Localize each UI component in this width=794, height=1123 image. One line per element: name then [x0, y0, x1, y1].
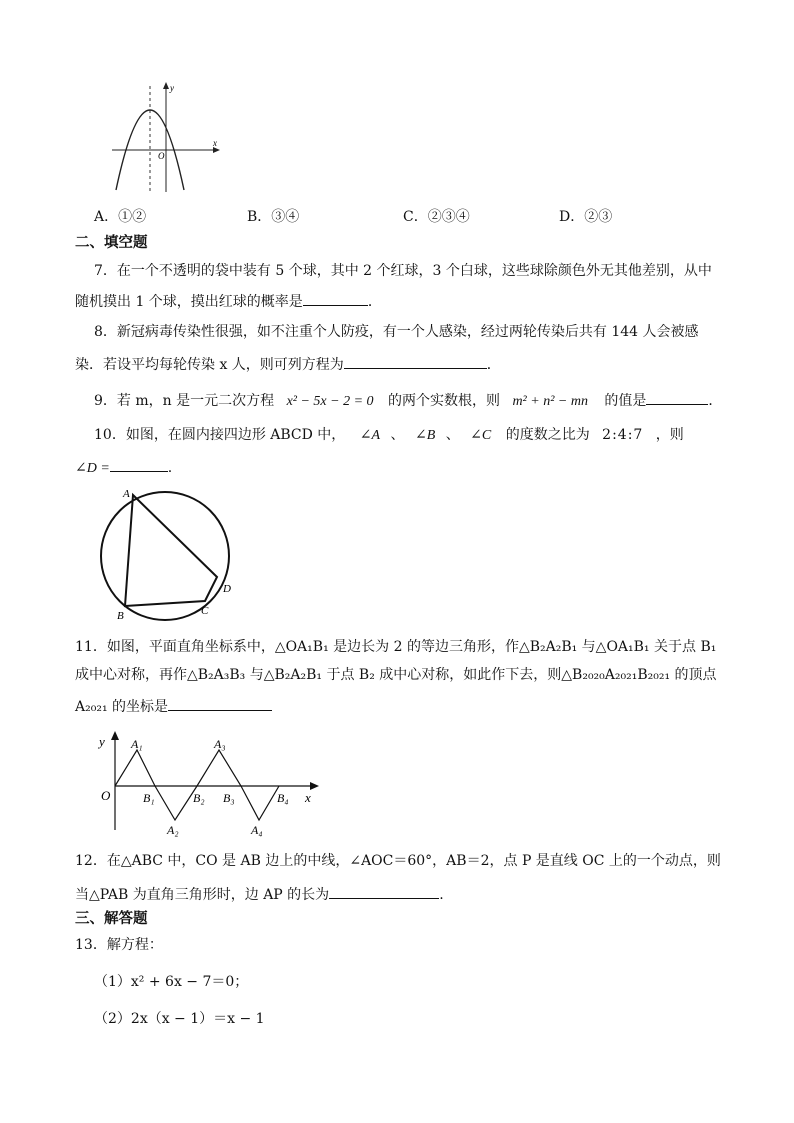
- q7-answer-blank[interactable]: [303, 291, 368, 306]
- q7-line2-text: 随机摸出 1 个球，摸出红球的概率是: [75, 294, 303, 310]
- q10-middle: 的度数之比为: [505, 427, 590, 443]
- option-c[interactable]: [403, 206, 470, 226]
- q10-answer-blank[interactable]: [110, 457, 168, 472]
- zigzag-a3-label: A₃: [214, 737, 226, 751]
- option-a[interactable]: [94, 206, 146, 226]
- zigzag-x-arrow: [310, 782, 319, 790]
- circle-label-a: A: [123, 488, 130, 500]
- q12-line2-text: 当△PAB 为直角三角形时，边 AP 的长为: [75, 887, 330, 903]
- q9-line: [94, 390, 722, 411]
- parabola-y-arrow: [163, 82, 169, 89]
- zigzag-a1-label: A₁: [131, 737, 143, 751]
- zigzag-a2-label: A₂: [167, 823, 179, 837]
- zigzag-a4-label: A₄: [251, 823, 263, 837]
- zigzag-b3-label: B₃: [223, 791, 235, 805]
- zigzag-y-label: y: [99, 734, 105, 749]
- option-d-text: ②③: [584, 209, 613, 225]
- q8-line2-text: 染．若设平均每轮传染 x 人，则可列方程为: [75, 357, 344, 373]
- q13-part2: （2）2x（x − 1）＝x − 1: [94, 1011, 265, 1027]
- q11-line1: 11．如图，平面直角坐标系中，△OA₁B₁ 是边长为 2 的等边三角形，作△B₂A₂B₁ 与△OA₁B₁ 关于点 B₁: [75, 639, 717, 655]
- q10-line1: [94, 426, 684, 445]
- parabola-x-label: x: [213, 138, 217, 148]
- q9-suffix: 的值是: [604, 393, 647, 409]
- q11-line3: [75, 696, 272, 716]
- q9-equation: x² − 5x − 2 = 0: [286, 394, 374, 409]
- q12-line2: [75, 884, 444, 904]
- q12-line1: 12．在△ABC 中，CO 是 AB 边上的中线，∠AOC＝60°，AB＝2，点 P 是直线 OC 上的一个动点，则: [75, 853, 721, 869]
- circle-label-d: D: [223, 583, 231, 595]
- parabola-y-label: y: [170, 83, 174, 93]
- zigzag-b1-label: B₁: [143, 791, 155, 805]
- section-3-heading: 三、解答题: [75, 911, 148, 927]
- parabola-origin-label: O: [158, 151, 165, 161]
- q10-angle-d: ∠D =: [75, 461, 110, 476]
- option-c-text: ②③④: [427, 209, 470, 225]
- option-b[interactable]: [247, 206, 299, 226]
- zigzag-y-arrow: [111, 731, 119, 740]
- circle-label-c: C: [201, 605, 209, 617]
- q9-middle: 的两个实数根，则: [387, 393, 500, 409]
- q8-answer-blank[interactable]: [344, 354, 487, 369]
- circle-label-b: B: [117, 610, 124, 622]
- q10-sep-2: 、: [445, 427, 460, 443]
- option-a-letter: A．: [94, 209, 119, 225]
- q10-line2: [75, 457, 172, 478]
- q7-line1: 7．在一个不透明的袋中装有 5 个球，其中 2 个红球，3 个白球，这些球除颜色外无其他差别，从中: [94, 263, 712, 279]
- q11-line3-text: A₂₀₂₁ 的坐标是: [75, 699, 169, 715]
- q7-line2: [75, 291, 382, 311]
- q13-title: 13．解方程：: [75, 937, 163, 953]
- zigzag-figure: [93, 730, 323, 838]
- q13-part1: （1）x² + 6x − 7＝0；: [94, 974, 249, 990]
- q12-answer-blank[interactable]: [329, 884, 439, 899]
- q9-answer-blank[interactable]: [646, 390, 708, 405]
- q11-line2: 成中心对称，再作△B₂A₃B₃ 与△B₂A₂B₁ 于点 B₂ 成中心对称，如此作下去，则△B₂₀₂₀A₂₀₂₁B₂₀₂₁ 的顶点: [75, 667, 717, 683]
- option-d-letter: D．: [559, 209, 585, 225]
- option-b-letter: B．: [247, 209, 272, 225]
- q10-line2-end: .: [167, 460, 173, 476]
- q9-prefix: 9．若 m，n 是一元二次方程: [94, 393, 275, 409]
- quadrilateral-abcd: [125, 495, 217, 606]
- zigzag-x-label: x: [305, 790, 311, 805]
- q7-line2-end: ．: [367, 294, 382, 310]
- zigzag-b4-label: B₄: [277, 791, 289, 805]
- parabola-figure: [108, 80, 238, 195]
- q10-sep-1: 、: [390, 427, 405, 443]
- q8-line1: 8．新冠病毒传染性很强，如不注重个人防疫，有一个人感染，经过两轮传染后共有 144 人会被感: [94, 324, 699, 340]
- option-b-text: ③④: [271, 209, 300, 225]
- q10-prefix: 10．如图，在圆内接四边形 ABCD 中，: [94, 427, 346, 443]
- q12-line2-end: .: [439, 887, 444, 903]
- zigzag-origin-label: O: [101, 788, 111, 803]
- q10-ratio: 2:4:7: [602, 427, 644, 443]
- q8-line2-end: ．: [486, 357, 501, 373]
- section-2-heading: 二、填空题: [75, 235, 148, 251]
- q10-angle-a: ∠A: [359, 428, 381, 443]
- circle-figure: [95, 484, 245, 624]
- q10-angle-b: ∠B: [414, 428, 436, 443]
- zigzag-b2-label: B₂: [193, 791, 205, 805]
- option-a-text: ①②: [118, 209, 147, 225]
- zigzag-path: [115, 750, 279, 820]
- q8-line2: [75, 354, 501, 374]
- q10-angle-c: ∠C: [470, 428, 492, 443]
- q9-expression: m² + n² − mn: [512, 394, 588, 409]
- q9-end: ．: [708, 393, 723, 409]
- option-c-letter: C．: [403, 209, 428, 225]
- q10-suffix: ，则: [655, 427, 684, 443]
- option-d[interactable]: [559, 206, 612, 226]
- q11-answer-blank[interactable]: [168, 696, 272, 711]
- circumcircle: [101, 492, 229, 620]
